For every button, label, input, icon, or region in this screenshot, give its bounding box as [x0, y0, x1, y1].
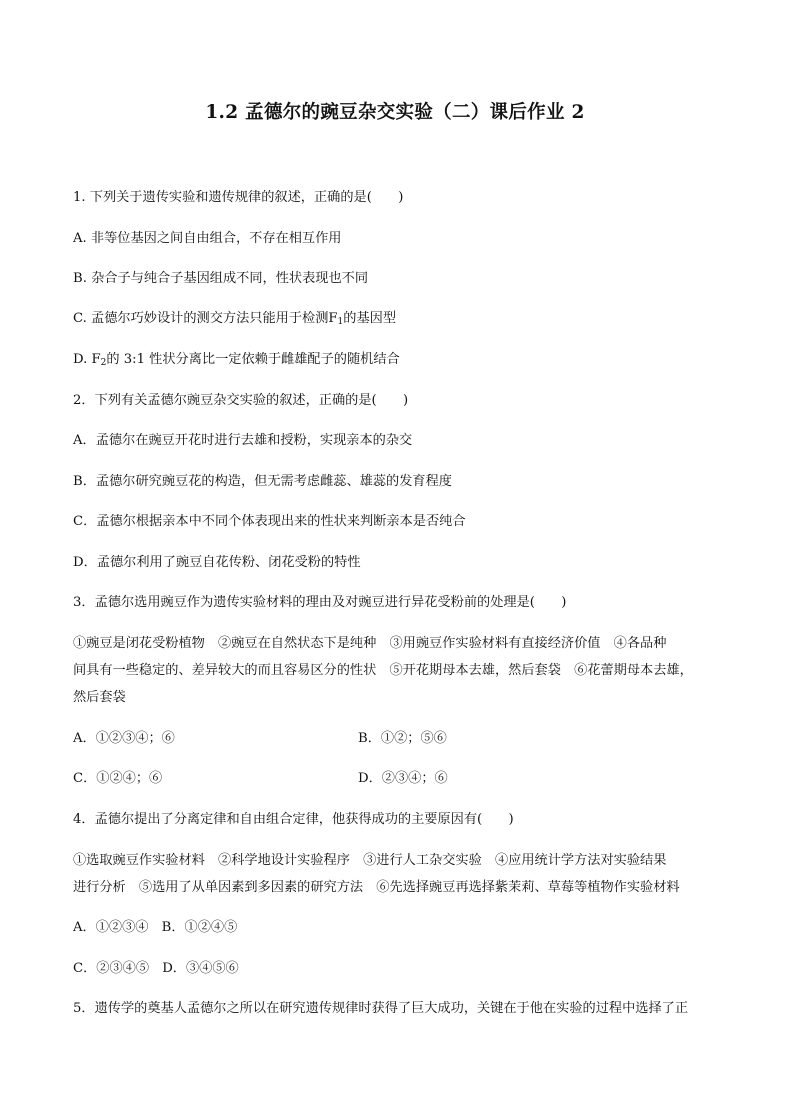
subscript: 1 [337, 317, 344, 327]
question-1-option-c [73, 309, 396, 329]
question-4-stem: 4．孟德尔提出了分离定律和自由组合定律，他获得成功的主要原因有( ) [73, 812, 514, 827]
question-2-option-c: C．孟德尔根据亲本中不同个体表现出来的性状来判断亲本是否纯合 [73, 514, 466, 529]
question-3-stem: 3．孟德尔选用豌豆作为遗传实验材料的理由及对豌豆进行异花受粉前的处理是( ) [73, 595, 567, 610]
question-2-stem: 2．下列有关孟德尔豌豆杂交实验的叙述，正确的是( ) [73, 393, 409, 408]
question-3-body-line: 然后套袋 [73, 690, 126, 705]
option-d-text: D. F [73, 352, 101, 367]
option-d-text-tail: 的 3:1 性状分离比一定依赖于雌雄配子的随机结合 [106, 352, 400, 367]
option-c-text-tail: 的基因型 [343, 311, 397, 326]
question-4-body-line: ①选取豌豆作实验材料 ②科学地设计实验程序 ③进行人工杂交实验 ④应用统计学方法对实验结果 [73, 853, 667, 868]
question-3-option-b: B．①②；⑤⑥ [358, 731, 447, 746]
question-3-option-d: D．②③④；⑥ [358, 771, 448, 786]
question-3-body-line: ①豌豆是闭花受粉植物 ②豌豆在自然状态下是纯种 ③用豌豆作实验材料有直接经济价值 ④各品种 [73, 636, 667, 651]
question-3-body-line: 间具有一些稳定的、差异较大的而且容易区分的性状 ⑤开花期母本去雄，然后套袋 ⑥花蕾期母本去雄， [73, 663, 693, 678]
question-4-options-cd: C．②③④⑤ D．③④⑤⑥ [73, 961, 239, 976]
question-5-stem: 5．遗传学的奠基人孟德尔之所以在研究遗传规律时获得了巨大成功，关键在于他在实验的过程中选择了正 [73, 1001, 689, 1016]
question-1-option-a: A. 非等位基因之间自由组合，不存在相互作用 [73, 231, 342, 246]
question-2-option-a: A．孟德尔在豌豆开花时进行去雄和授粉，实现亲本的杂交 [73, 433, 413, 448]
question-1-option-d [73, 350, 400, 370]
page-title: 1.2 孟德尔的豌豆杂交实验（二）课后作业 2 [205, 102, 585, 123]
question-2-option-b: B．孟德尔研究豌豆花的构造，但无需考虑雌蕊、雄蕊的发育程度 [73, 474, 452, 489]
question-4-options-ab: A．①②③④ B．①②④⑤ [73, 920, 238, 935]
question-2-option-d: D．孟德尔利用了豌豆自花传粉、闭花受粉的特性 [73, 555, 361, 570]
question-3-option-a: A．①②③④；⑥ [73, 731, 175, 746]
question-1-option-b: B. 杂合子与纯合子基因组成不同，性状表现也不同 [73, 271, 369, 286]
option-c-text: C. 孟德尔巧妙设计的测交方法只能用于检测F [73, 311, 338, 326]
subscript: 2 [100, 358, 107, 368]
question-1-stem: 1. 下列关于遗传实验和遗传规律的叙述，正确的是( ) [73, 190, 404, 205]
question-4-body-line: 进行分析 ⑤选用了从单因素到多因素的研究方法 ⑥先选择豌豆再选择紫茉莉、草莓等植物作实验材料 [73, 880, 680, 895]
question-3-option-c: C．①②④；⑥ [73, 771, 163, 786]
